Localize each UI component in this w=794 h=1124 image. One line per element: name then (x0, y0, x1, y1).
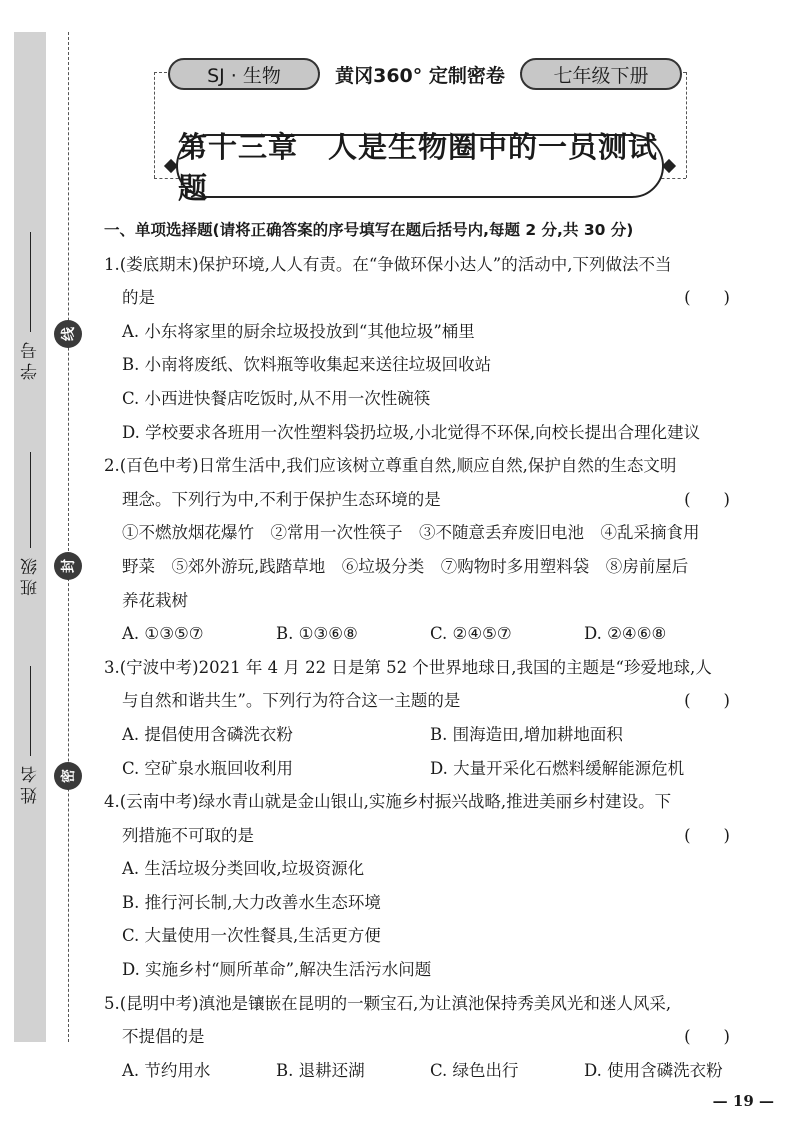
cut-line (68, 32, 69, 1042)
seal-mark-seal: 封 (54, 552, 82, 580)
grade-badge: 七年级下册 (520, 58, 682, 90)
question-list (104, 214, 738, 1087)
answer-bracket: ( ) (684, 489, 730, 509)
q5-option-b: B. 退耕还湖 (276, 1060, 365, 1080)
q3-options-row2 (104, 752, 738, 786)
q2-option-b: B. ①③⑥⑧ (276, 624, 358, 644)
q5-stem-line2: 不提倡的是 ( ) (104, 1020, 738, 1054)
section-heading: 一、单项选择题(请将正确答案的序号填写在题后括号内,每题 2 分,共 30 分) (104, 221, 634, 239)
q4-option-c: C. 大量使用一次性餐具,生活更方便 (122, 926, 381, 946)
q5-option-d: D. 使用含磷洗衣粉 (584, 1060, 723, 1080)
seal-mark-secret: 密 (54, 762, 82, 790)
q2-option-c: C. ②④⑤⑦ (430, 624, 512, 644)
q4-option-b: B. 推行河长制,大力改善水生态环境 (122, 892, 381, 912)
q5-options (104, 1054, 738, 1088)
answer-bracket: ( ) (684, 288, 730, 308)
q1-option-c: C. 小西进快餐店吃饭时,从不用一次性碗筷 (122, 388, 431, 408)
page-header (140, 50, 700, 205)
q2-stem-line2: 理念。下列行为中,不利于保护生态环境的是 ( ) (104, 483, 738, 517)
q4-stem-line1: 4.(云南中考)绿水青山就是金山银山,实施乡村振兴战略,推进美丽乡村建设。下 (104, 792, 672, 812)
q1-stem-line2: 的是 ( ) (104, 281, 738, 315)
answer-bracket: ( ) (684, 825, 730, 845)
q5-option-c: C. 绿色出行 (430, 1060, 519, 1080)
q1-option-d: D. 学校要求各班用一次性塑料袋扔垃圾,小北觉得不环保,向校长提出合理化建议 (122, 422, 701, 442)
field-label-class: 班级 (20, 554, 41, 596)
q5-stem-line1: 5.(昆明中考)滇池是镶嵌在昆明的一颗宝石,为让滇池保持秀美风光和迷人风采, (104, 993, 672, 1013)
q2-items-line1: ①不燃放烟花爆竹 ②常用一次性筷子 ③不随意丢弃废旧电池 ④乱采摘食用 (122, 523, 700, 543)
q2-items-line3: 养花栽树 (122, 590, 188, 610)
field-name (20, 666, 40, 804)
q3-stem-line2: 与自然和谐共生”。下列行为符合这一主题的是 ( ) (104, 684, 738, 718)
subject-badge: SJ · 生物 (168, 58, 320, 90)
field-label-student-id: 学号 (20, 338, 41, 380)
field-label-name: 姓名 (20, 762, 41, 804)
q3-option-c: C. 空矿泉水瓶回收利用 (122, 758, 294, 778)
q1-option-a: A. 小东将家里的厨余垃圾投放到“其他垃圾”桶里 (122, 321, 475, 341)
q4-stem-line2: 列措施不可取的是 ( ) (104, 819, 738, 853)
q1-stem-line1: 1.(娄底期末)保护环境,人人有责。在“争做环保小达人”的活动中,下列做法不当 (104, 254, 672, 274)
q3-option-d: D. 大量开采化石燃料缓解能源危机 (430, 758, 685, 778)
answer-bracket: ( ) (684, 691, 730, 711)
field-class (20, 452, 40, 596)
series-name: 黄冈360° 定制密卷 (320, 58, 520, 90)
field-student-id (20, 232, 40, 380)
seal-mark-line: 线 (54, 320, 82, 348)
q2-options (104, 617, 738, 651)
q3-options-row1 (104, 718, 738, 752)
q2-option-d: D. ②④⑥⑧ (584, 624, 667, 644)
page-number: — 19 — (712, 1092, 774, 1110)
q3-option-a: A. 提倡使用含磷洗衣粉 (122, 724, 293, 744)
q2-stem-line1: 2.(百色中考)日常生活中,我们应该树立尊重自然,顺应自然,保护自然的生态文明 (104, 456, 677, 476)
q3-stem-line1: 3.(宁波中考)2021 年 4 月 22 日是第 52 个世界地球日,我国的主题是“珍爱地球,人 (104, 657, 712, 677)
q5-option-a: A. 节约用水 (122, 1060, 211, 1080)
diamond-right-icon (662, 159, 676, 173)
q4-option-d: D. 实施乡村“厕所革命”,解决生活污水问题 (122, 960, 432, 980)
q1-option-b: B. 小南将废纸、饮料瓶等收集起来送往垃圾回收站 (122, 355, 492, 375)
q4-option-a: A. 生活垃圾分类回收,垃圾资源化 (122, 859, 365, 879)
answer-bracket: ( ) (684, 1027, 730, 1047)
q3-option-b: B. 围海造田,增加耕地面积 (430, 724, 623, 744)
q2-option-a: A. ①③⑤⑦ (122, 624, 204, 644)
page-title: 第十三章 人是生物圈中的一员测试题 (176, 134, 664, 198)
q2-items-line2: 野菜 ⑤郊外游玩,践踏草地 ⑥垃圾分类 ⑦购物时多用塑料袋 ⑧房前屋后 (122, 556, 689, 576)
